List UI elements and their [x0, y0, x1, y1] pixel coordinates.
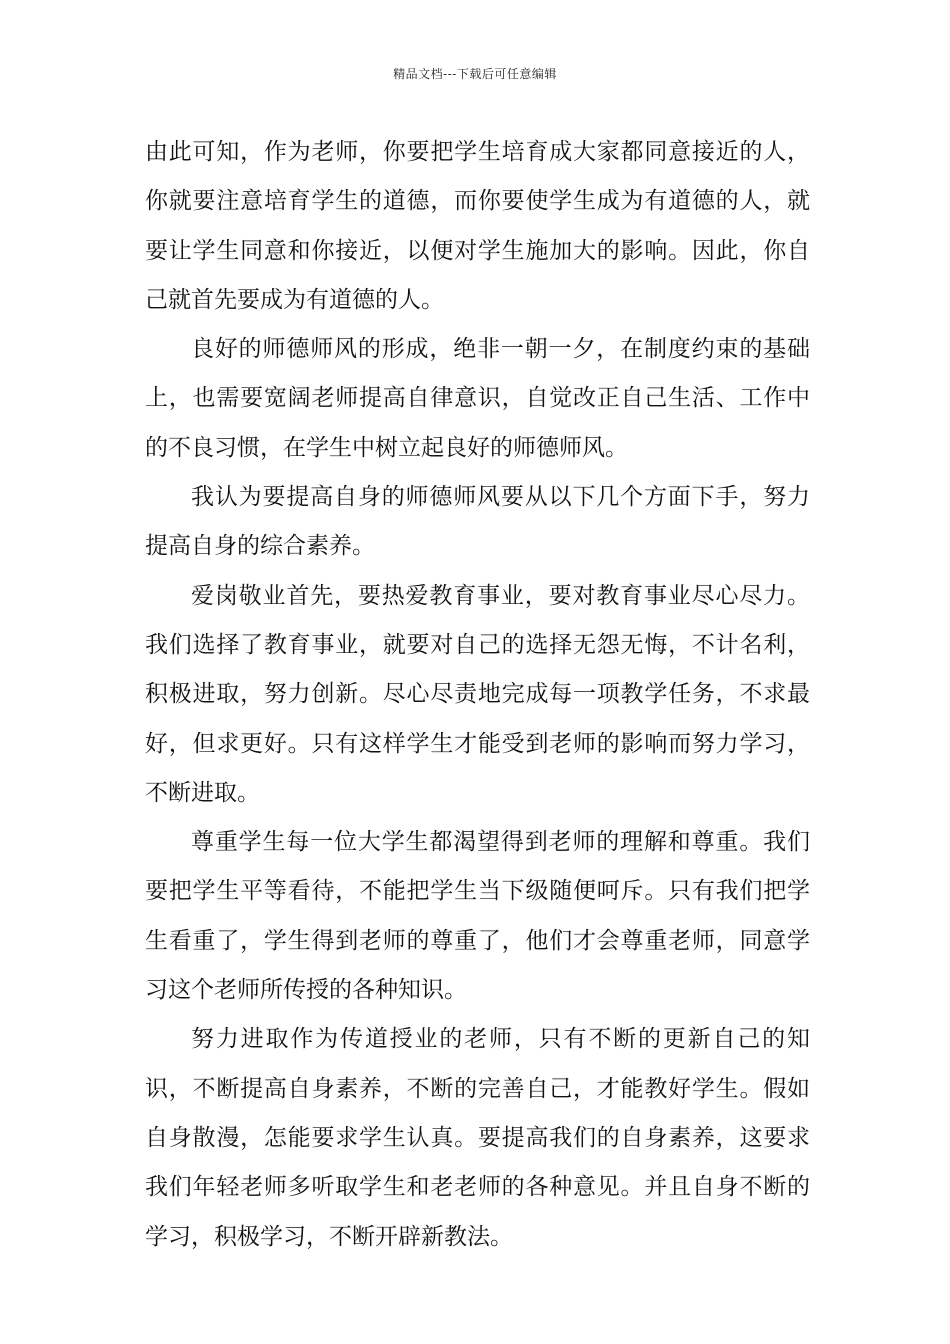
page-header: 精品文档---下载后可任意编辑	[393, 67, 557, 81]
paragraph-4: 爱岗敬业首先，要热爱教育事业，要对教育事业尽心尽力。我们选择了教育事业，就要对自己的选择无怨无悔，不计名利，积极进取，努力创新。尽心尽责地完成每一项教学任务，不求最好，但求更好。只有这样学生才能受到老师的影响而努力学习，不断进取。	[145, 582, 810, 806]
paragraph-6: 努力进取作为传道授业的老师，只有不断的更新自己的知识，不断提高自身素养，不断的完善自己，才能教好学生。假如自身散漫，怎能要求学生认真。要提高我们的自身素养，这要求我们年轻老师多听取学生和老老师的各种意见。并且自身不断的学习，积极学习，不断开辟新教法。	[145, 1026, 810, 1250]
paragraph-1: 由此可知，作为老师，你要把学生培育成大家都同意接近的人，你就要注意培育学生的道德，而你要使学生成为有道德的人，就要让学生同意和你接近，以便对学生施加大的影响。因此，你自己就首先要成为有道德的人。	[145, 139, 810, 313]
paragraph-2: 良好的师德师风的形成，绝非一朝一夕，在制度约束的基础上，也需要宽阔老师提高自律意识，自觉改正自己生活、工作中的不良习惯，在学生中树立起良好的师德师风。	[145, 336, 810, 461]
paragraph-5: 尊重学生每一位大学生都渴望得到老师的理解和尊重。我们要把学生平等看待，不能把学生当下级随便呵斥。只有我们把学生看重了，学生得到老师的尊重了，他们才会尊重老师，同意学习这个老师所传授的各种知识。	[145, 829, 810, 1004]
paragraph-3: 我认为要提高自身的师德师风要从以下几个方面下手，努力提高自身的综合素养。	[145, 484, 810, 560]
document-body	[145, 128, 810, 1262]
